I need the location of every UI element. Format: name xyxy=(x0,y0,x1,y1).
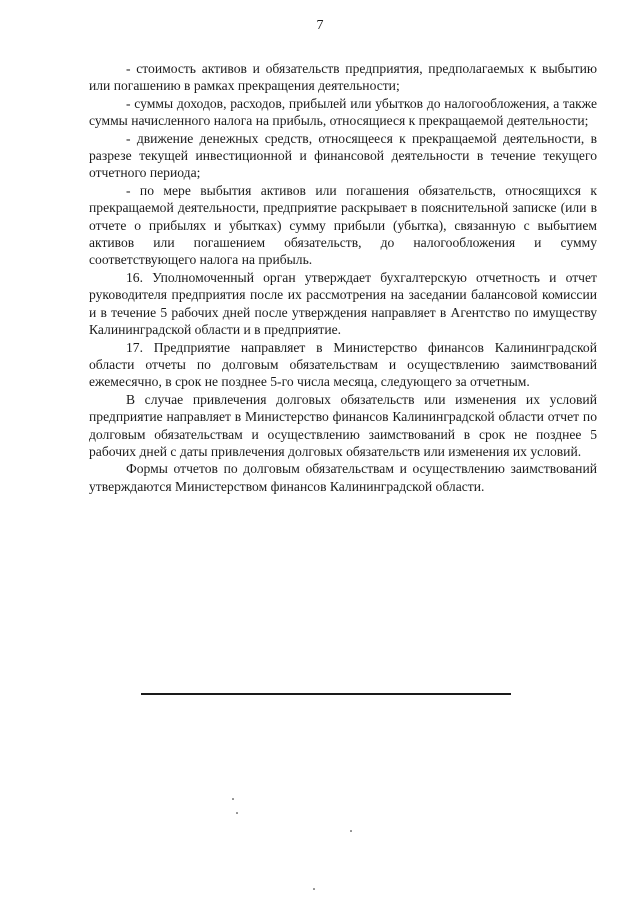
scan-speck xyxy=(236,812,238,814)
paragraph-income-expenses: - суммы доходов, расходов, прибылей или убытков до налогообложения, а также суммы начисленного налога на прибыль, относящиеся к прекращаемой деятельности; xyxy=(89,95,597,129)
scan-speck xyxy=(350,830,352,832)
paragraph-cash-flow: - движение денежных средств, относящееся к прекращаемой деятельности, в разрезе текущей инвестиционной и финансовой деятельности в течение текущего отчетного периода; xyxy=(89,130,597,181)
scan-speck xyxy=(232,798,234,800)
paragraph-debt-changes: В случае привлечения долговых обязательств или изменения их условий предприятие направляет в Министерство финансов Калининградской области отчет по долговым обязательствам и осуществлению заимствований в срок не позднее 5 рабочих дней с даты привлечения долговых обязательств или изменения их условий. xyxy=(89,391,597,459)
paragraph-item-17: 17. Предприятие направляет в Министерство финансов Калининградской области отчеты по долговым обязательствам и осуществлению заимствований ежемесячно, в срок не позднее 5-го числа месяца, следующего за отчетным. xyxy=(89,339,597,390)
page-number: 7 xyxy=(316,18,324,33)
paragraph-item-16: 16. Уполномоченный орган утверждает бухгалтерскую отчетность и отчет руководителя предприятия после их рассмотрения на заседании балансовой комиссии и в течение 5 рабочих дней после утверждения направляет в Агентство по имуществу Калининградской области и в предприятие. xyxy=(89,269,597,338)
paragraph-report-forms: Формы отчетов по долговым обязательствам и осуществлению заимствований утверждаются Министерством финансов Калининградской области. xyxy=(89,461,597,494)
closing-rule xyxy=(141,693,511,695)
document-body xyxy=(89,60,597,495)
paragraph-assets-liabilities: - стоимость активов и обязательств предприятия, предполагаемых к выбытию или погашению в рамках прекращения деятельности; xyxy=(89,61,597,94)
paragraph-disposal-disclosure: - по мере выбытия активов или погашения обязательств, относящихся к прекращаемой деятельности, предприятие раскрывает в пояснительной записке (или в отчете о прибылях и убытках) сумму прибыли (убытка), связанную с выбытием активов или погашением обязательств, до налогообложения и сумму соответствующего налога на прибыль. xyxy=(89,182,597,268)
scan-speck xyxy=(313,888,315,890)
